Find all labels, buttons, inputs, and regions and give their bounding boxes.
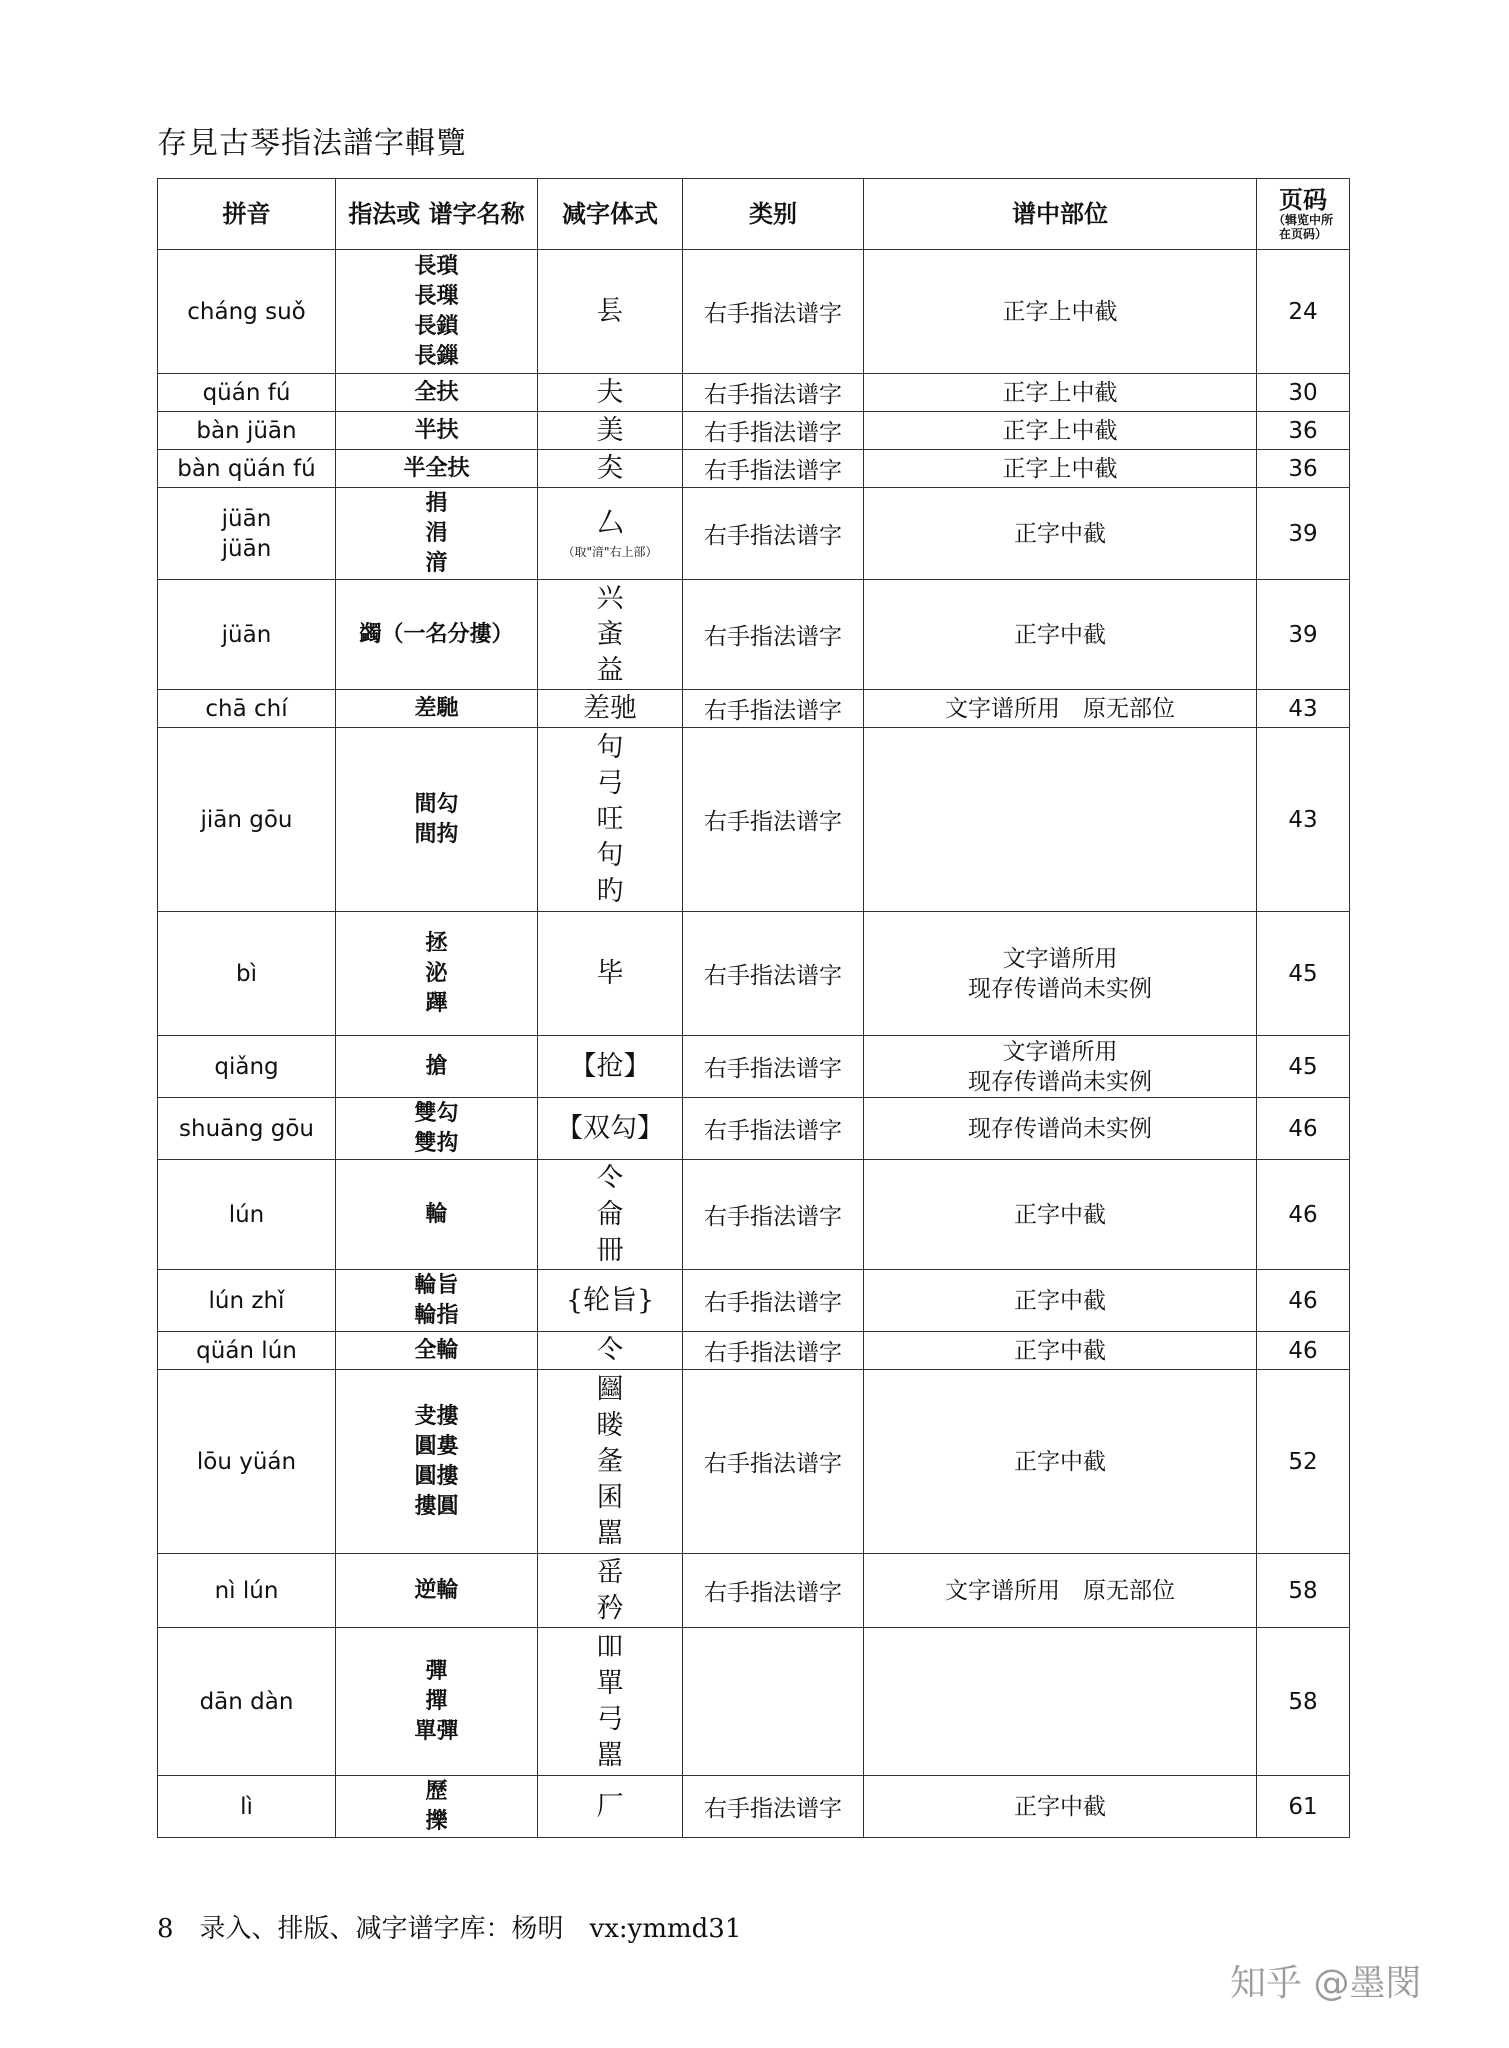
cell-jianzi: 镸	[538, 250, 683, 374]
cell-category: 右手指法谱字	[683, 250, 864, 374]
cell-page: 58	[1257, 1628, 1350, 1776]
cell-pinyin: cháng suǒ	[158, 250, 336, 374]
cell-jianzi: 吅 單 弓 嚚	[538, 1628, 683, 1776]
fingering-table	[157, 178, 1350, 1838]
cell-name: 搶	[336, 1036, 538, 1098]
cell-position: 正字中截	[864, 1776, 1257, 1838]
cell-page: 46	[1257, 1270, 1350, 1332]
jianzi-note: （取"湇"右上部）	[562, 544, 658, 559]
cell-position: 正字中截	[864, 1332, 1257, 1370]
cell-pinyin: jiān gōu	[158, 728, 336, 912]
cell-category: 右手指法谱字	[683, 1036, 864, 1098]
cell-pinyin: dān dàn	[158, 1628, 336, 1776]
cell-page: 43	[1257, 728, 1350, 912]
cell-jianzi: 仒	[538, 1332, 683, 1370]
cell-position: 正字上中截	[864, 374, 1257, 412]
cell-position: 正字中截	[864, 1370, 1257, 1554]
cell-page: 46	[1257, 1332, 1350, 1370]
table-row	[158, 690, 1350, 728]
cell-name: 蠲（一名分摟）	[336, 580, 538, 690]
cell-category: 右手指法谱字	[683, 728, 864, 912]
cell-page: 24	[1257, 250, 1350, 374]
table-row	[158, 1270, 1350, 1332]
cell-category: 右手指法谱字	[683, 580, 864, 690]
cell-jianzi: 圝 䁖 㚅 囷 嚚	[538, 1370, 683, 1554]
cell-category: 右手指法谱字	[683, 690, 864, 728]
header-pinyin: 拼音	[158, 179, 336, 250]
cell-jianzi: 【双勾】	[538, 1098, 683, 1160]
cell-page: 39	[1257, 488, 1350, 580]
cell-pinyin: shuāng gōu	[158, 1098, 336, 1160]
table-row	[158, 450, 1350, 488]
cell-pinyin: bàn qüán fú	[158, 450, 336, 488]
cell-position	[864, 1628, 1257, 1776]
cell-position: 正字中截	[864, 1270, 1257, 1332]
table-body	[158, 250, 1350, 1838]
table-row	[158, 412, 1350, 450]
cell-position: 文字谱所用 现存传谱尚未实例	[864, 912, 1257, 1036]
cell-pinyin: lún	[158, 1160, 336, 1270]
cell-name: 捐 涓 湇	[336, 488, 538, 580]
cell-category: 右手指法谱字	[683, 1332, 864, 1370]
header-category: 类别	[683, 179, 864, 250]
cell-page: 30	[1257, 374, 1350, 412]
page-title: 存見古琴指法譜字輯覽	[157, 126, 467, 161]
cell-name: 逆輪	[336, 1554, 538, 1628]
table-row	[158, 1098, 1350, 1160]
cell-category: 右手指法谱字	[683, 1370, 864, 1554]
table-row	[158, 488, 1350, 580]
cell-name: 輪旨 輪指	[336, 1270, 538, 1332]
watermark: 知乎 @墨閔	[1230, 1963, 1422, 2004]
cell-page: 45	[1257, 912, 1350, 1036]
cell-name: 全扶	[336, 374, 538, 412]
cell-category: 右手指法谱字	[683, 1776, 864, 1838]
cell-page: 45	[1257, 1036, 1350, 1098]
table-row	[158, 1554, 1350, 1628]
table-row	[158, 374, 1350, 412]
table-row	[158, 1036, 1350, 1098]
cell-pinyin: jüān	[158, 580, 336, 690]
cell-name: 長瑣 長璅 長鎖 長鏁	[336, 250, 538, 374]
cell-pinyin: jüān jüān	[158, 488, 336, 580]
cell-jianzi: 美	[538, 412, 683, 450]
cell-position	[864, 728, 1257, 912]
cell-page: 52	[1257, 1370, 1350, 1554]
cell-pinyin: lì	[158, 1776, 336, 1838]
cell-jianzi: 䍃 矜	[538, 1554, 683, 1628]
cell-pinyin: lōu yüán	[158, 1370, 336, 1554]
cell-page: 58	[1257, 1554, 1350, 1628]
cell-pinyin: lún zhǐ	[158, 1270, 336, 1332]
cell-category: 右手指法谱字	[683, 912, 864, 1036]
cell-position: 文字谱所用 原无部位	[864, 1554, 1257, 1628]
table-row	[158, 1332, 1350, 1370]
cell-page: 61	[1257, 1776, 1350, 1838]
cell-page: 36	[1257, 450, 1350, 488]
cell-category	[683, 1628, 864, 1776]
cell-name: 彈 撣 單彈	[336, 1628, 538, 1776]
table-row	[158, 728, 1350, 912]
cell-category: 右手指法谱字	[683, 1098, 864, 1160]
cell-page: 36	[1257, 412, 1350, 450]
cell-name: 間勾 間抅	[336, 728, 538, 912]
cell-jianzi: 厶 （取"湇"右上部）	[538, 488, 683, 580]
cell-page: 46	[1257, 1160, 1350, 1270]
table-header-row	[158, 179, 1350, 250]
table-row	[158, 580, 1350, 690]
cell-category: 右手指法谱字	[683, 450, 864, 488]
cell-position: 文字谱所用 原无部位	[864, 690, 1257, 728]
cell-category: 右手指法谱字	[683, 488, 864, 580]
table-row	[158, 912, 1350, 1036]
cell-category: 右手指法谱字	[683, 1160, 864, 1270]
cell-name: 雙勾 雙抅	[336, 1098, 538, 1160]
cell-position: 现存传谱尚未实例	[864, 1098, 1257, 1160]
cell-jianzi: 厂	[538, 1776, 683, 1838]
cell-category: 右手指法谱字	[683, 1554, 864, 1628]
cell-category: 右手指法谱字	[683, 412, 864, 450]
table-row	[158, 1776, 1350, 1838]
cell-pinyin: qiǎng	[158, 1036, 336, 1098]
cell-position: 正字中截	[864, 488, 1257, 580]
cell-position: 正字中截	[864, 580, 1257, 690]
cell-name: 差馳	[336, 690, 538, 728]
cell-position: 正字上中截	[864, 450, 1257, 488]
cell-category: 右手指法谱字	[683, 374, 864, 412]
cell-pinyin: bàn jüān	[158, 412, 336, 450]
cell-pinyin: chā chí	[158, 690, 336, 728]
cell-name: 歷 擽	[336, 1776, 538, 1838]
cell-name: 輪	[336, 1160, 538, 1270]
cell-jianzi: 仒 侖 冊	[538, 1160, 683, 1270]
cell-jianzi: 【抢】	[538, 1036, 683, 1098]
cell-position: 正字上中截	[864, 250, 1257, 374]
header-name: 指法或 谱字名称	[336, 179, 538, 250]
header-page: 页码 （辑览中所 在页码）	[1257, 179, 1350, 250]
header-position: 谱中部位	[864, 179, 1257, 250]
cell-name: 叏摟 圓婁 圓摟 摟圓	[336, 1370, 538, 1554]
cell-position: 正字上中截	[864, 412, 1257, 450]
cell-jianzi: 差驰	[538, 690, 683, 728]
cell-page: 46	[1257, 1098, 1350, 1160]
cell-jianzi: 毕	[538, 912, 683, 1036]
page-footer: 8 录入、排版、减字谱字库：杨明 vx:ymmd31	[157, 1914, 742, 1944]
cell-name: 全輪	[336, 1332, 538, 1370]
cell-jianzi: 夫	[538, 374, 683, 412]
cell-category: 右手指法谱字	[683, 1270, 864, 1332]
header-jianzi: 减字体式	[538, 179, 683, 250]
cell-name: 半扶	[336, 412, 538, 450]
table-row	[158, 1370, 1350, 1554]
cell-page: 43	[1257, 690, 1350, 728]
table-row	[158, 250, 1350, 374]
cell-position: 正字中截	[864, 1160, 1257, 1270]
cell-name: 拯 泌 蹕	[336, 912, 538, 1036]
table-row	[158, 1160, 1350, 1270]
cell-name: 半全扶	[336, 450, 538, 488]
table-row	[158, 1628, 1350, 1776]
cell-pinyin: bì	[158, 912, 336, 1036]
cell-position: 文字谱所用 现存传谱尚未实例	[864, 1036, 1257, 1098]
cell-page: 39	[1257, 580, 1350, 690]
cell-jianzi: 句 弓 㕵 句 旳	[538, 728, 683, 912]
cell-pinyin: qüán lún	[158, 1332, 336, 1370]
cell-jianzi: 㚐	[538, 450, 683, 488]
cell-pinyin: qüán fú	[158, 374, 336, 412]
cell-jianzi: {轮旨}	[538, 1270, 683, 1332]
cell-pinyin: nì lún	[158, 1554, 336, 1628]
cell-jianzi: 兴 蚉 益	[538, 580, 683, 690]
